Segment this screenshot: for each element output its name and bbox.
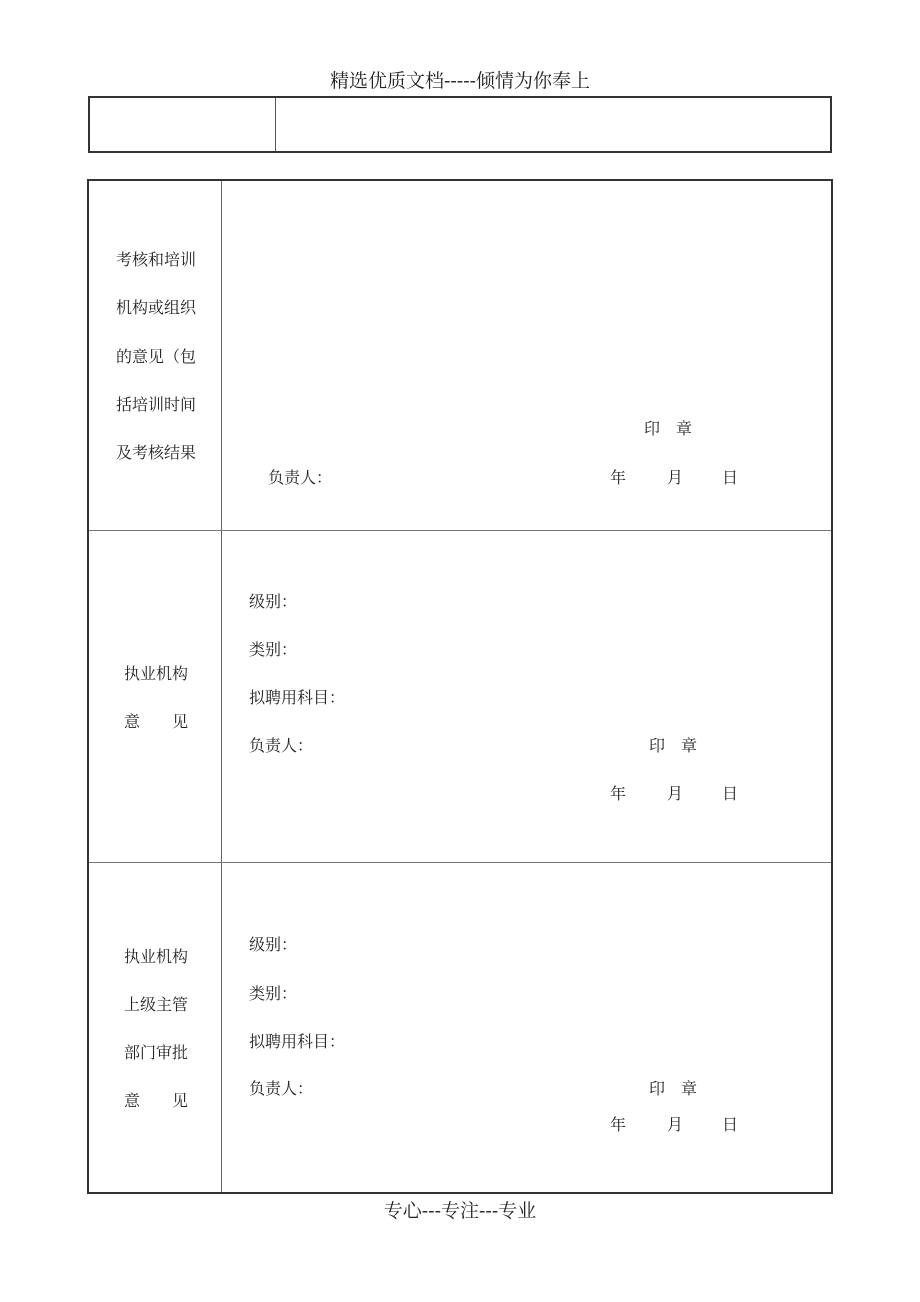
column-divider (221, 181, 222, 1192)
superior-label-line-2: 上级主管 (123, 995, 188, 1014)
assessment-label-line-1: 考核和培训 (115, 250, 196, 269)
superior-label-line-1: 执业机构 (123, 947, 188, 966)
superior-label-line-4: 意 见 (123, 1091, 188, 1110)
institution-year: 年 (610, 784, 627, 803)
institution-responsible: 负责人： (249, 736, 314, 755)
top-table (88, 96, 832, 153)
approval-table (87, 179, 833, 1194)
institution-seal: 印 章 (649, 736, 698, 755)
top-table-divider (275, 98, 276, 151)
assessment-label-line-5: 及考核结果 (115, 443, 196, 462)
superior-year: 年 (610, 1115, 627, 1134)
assessment-seal: 印 章 (644, 419, 693, 438)
row-divider-2 (89, 862, 831, 863)
assessment-label-line-2: 机构或组织 (115, 298, 196, 317)
row-divider-1 (89, 530, 831, 531)
institution-subject: 拟聘用科目： (249, 688, 346, 707)
institution-month: 月 (667, 784, 684, 803)
superior-month: 月 (667, 1115, 684, 1134)
institution-category: 类别： (249, 640, 298, 659)
superior-category: 类别： (249, 984, 298, 1003)
superior-subject: 拟聘用科目： (249, 1032, 346, 1051)
page-header: 精选优质文档-----倾情为你奉上 (329, 70, 591, 92)
institution-label-line-2: 意 见 (123, 712, 188, 731)
superior-day: 日 (722, 1115, 739, 1134)
superior-seal: 印 章 (649, 1079, 698, 1098)
page-footer: 专心---专注---专业 (383, 1200, 537, 1222)
assessment-label-line-4: 括培训时间 (115, 395, 196, 414)
institution-level: 级别： (249, 592, 298, 611)
assessment-month: 月 (667, 468, 684, 487)
assessment-day: 日 (722, 468, 739, 487)
assessment-year: 年 (610, 468, 627, 487)
superior-label-line-3: 部门审批 (123, 1043, 188, 1062)
assessment-responsible: 负责人： (268, 468, 333, 487)
institution-label-line-1: 执业机构 (123, 664, 188, 683)
superior-level: 级别： (249, 935, 298, 954)
superior-responsible: 负责人： (249, 1079, 314, 1098)
institution-day: 日 (722, 784, 739, 803)
assessment-label-line-3: 的意见（包 (115, 347, 196, 366)
